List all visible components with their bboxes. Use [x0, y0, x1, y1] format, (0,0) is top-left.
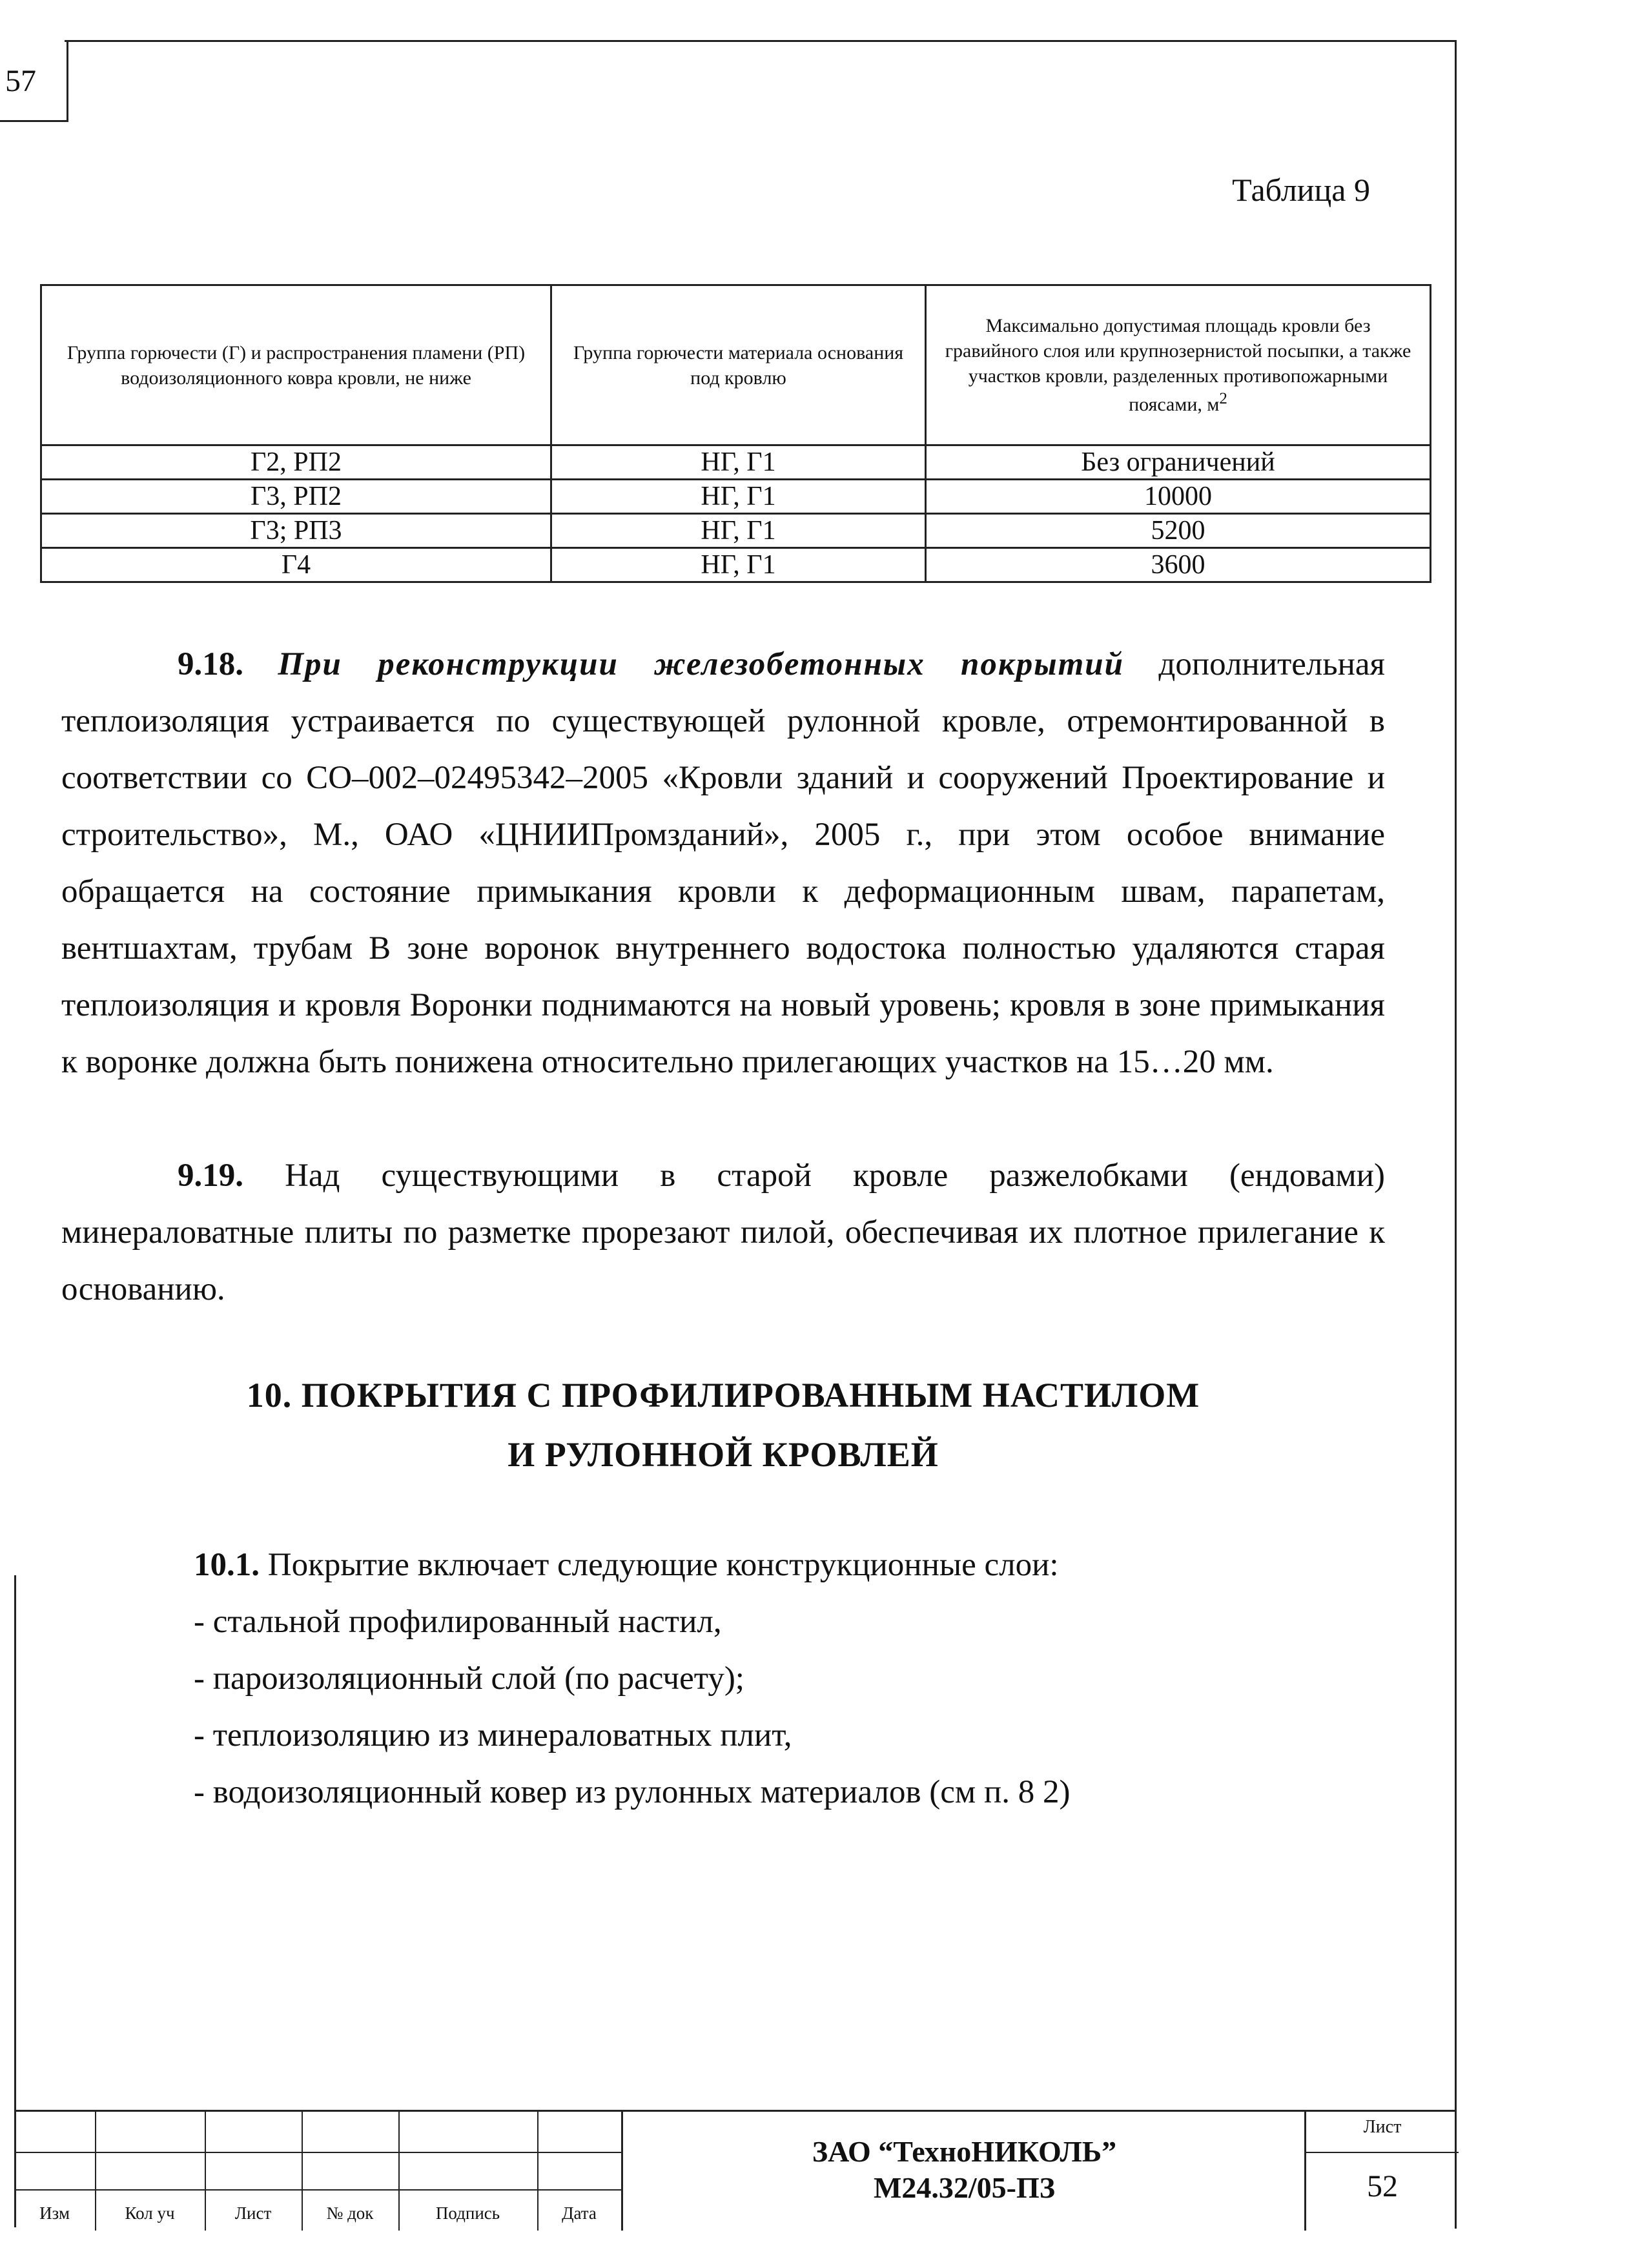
layers-list [194, 1593, 1070, 1821]
title-block-label: Лист [234, 2203, 272, 2223]
table-caption: Таблица 9 [1232, 172, 1370, 208]
title-block [14, 2110, 1457, 2231]
title-block-label: Дата [562, 2203, 597, 2223]
paragraph-text: дополнительная теплоизоляция устраивается по существующей рулонной кровле, отремонтированной в соответствии со СО–002–02495342–2005 «Кровли зданий и сооружений Проектирование и строительство», М., ОАО «ЦНИИПромзданий», 2005 г., при этом особое внимание обращается на состояние примыкания кровли к деформационным швам, парапетам, вентшахтам, трубам В зоне воронок внутреннего водостока полностью удаляются старая теплоизоляция и кровля Воронки поднимаются на новый уровень; кровля в зоне примыкания к воронке должна быть понижена относительно прилегающих участков на 15…20 мм. [61, 646, 1386, 1080]
paragraph-emphasis: При реконструкции железобетонных покрытий [278, 646, 1125, 682]
paragraph-10-1 [194, 1537, 1059, 1593]
table-row [41, 445, 1431, 480]
table-cell: Г4 [41, 548, 551, 582]
table-cell: Г3; РП3 [41, 514, 551, 548]
table-cell: 3600 [926, 548, 1431, 582]
table-header-superscript: 2 [1219, 390, 1227, 407]
page-frame-top [65, 40, 1456, 42]
flammability-table [40, 284, 1431, 583]
paragraph-9-18 [61, 636, 1385, 1090]
grid-line [14, 2152, 621, 2153]
title-block-company [621, 2112, 1306, 2231]
title-block-label: Кол уч [125, 2203, 175, 2223]
company-name: ЗАО “ТехноНИКОЛЬ” [812, 2135, 1117, 2168]
grid-line [14, 2189, 621, 2191]
section-heading-line: 10. ПОКРЫТИЯ С ПРОФИЛИРОВАННЫМ НАСТИЛОМ [246, 1376, 1200, 1415]
margin-stamp-number: 57 [5, 64, 36, 98]
title-block-label: Подпись [435, 2203, 500, 2223]
table-header-cell: Группа горючести материала основания под кровлю [551, 285, 926, 445]
title-block-label: Изм [39, 2203, 70, 2223]
paragraph-number: 10.1. [194, 1547, 260, 1583]
table-cell: НГ, Г1 [551, 548, 926, 582]
table-cell: Без ограничений [926, 445, 1431, 480]
table-header-cell: Группа горючести (Г) и распространения пламени (РП) водоизоляционного ковра кровли, не ниже [41, 285, 551, 445]
table-cell: НГ, Г1 [551, 480, 926, 514]
list-item: - теплоизоляцию из минераловатных плит, [194, 1717, 792, 1753]
table-header-row [41, 285, 1431, 445]
title-block-grid [14, 2112, 621, 2231]
table-cell: 10000 [926, 480, 1431, 514]
table-cell: 5200 [926, 514, 1431, 548]
document-code: М24.32/05-ПЗ [873, 2171, 1056, 2204]
grid-line [1306, 2152, 1459, 2153]
list-item: - водоизоляционный ковер из рулонных материалов (см п. 8 2) [194, 1774, 1071, 1810]
section-heading [61, 1365, 1385, 1484]
title-block-label: № док [326, 2203, 374, 2223]
sheet-number: 52 [1367, 2169, 1398, 2203]
table-row [41, 480, 1431, 514]
title-block-sheet [1304, 2112, 1459, 2231]
list-item: - пароизоляционный слой (по расчету); [194, 1660, 744, 1697]
table-cell: НГ, Г1 [551, 514, 926, 548]
table-header-cell [926, 285, 1431, 445]
table-row [41, 514, 1431, 548]
table-cell: Г2, РП2 [41, 445, 551, 480]
table-header-text: Максимально допустимая площадь кровли без гравийного слоя или крупнозернистой посыпки, а также участков кровли, разделенных противопожарными поясами, м [945, 315, 1411, 415]
paragraph-number: 9.18. [178, 646, 243, 682]
sheet-label: Лист [1363, 2117, 1402, 2137]
table-cell: НГ, Г1 [551, 445, 926, 480]
paragraph-number: 9.19. [178, 1158, 243, 1194]
paragraph-9-19 [61, 1147, 1385, 1318]
section-heading-line: И РУЛОННОЙ КРОВЛЕЙ [508, 1435, 939, 1474]
table-row [41, 548, 1431, 582]
table-cell: Г3, РП2 [41, 480, 551, 514]
paragraph-text: Покрытие включает следующие конструкционные слои: [260, 1547, 1059, 1583]
paragraph-text: Над существующими в старой кровле разжелобками (ендовами) минераловатные плиты по разметке прорезают пилой, обеспечивая их плотное прилегание к основанию. [61, 1158, 1385, 1307]
list-item: - стальной профилированный настил, [194, 1604, 722, 1640]
page-frame-right [1455, 40, 1457, 2229]
